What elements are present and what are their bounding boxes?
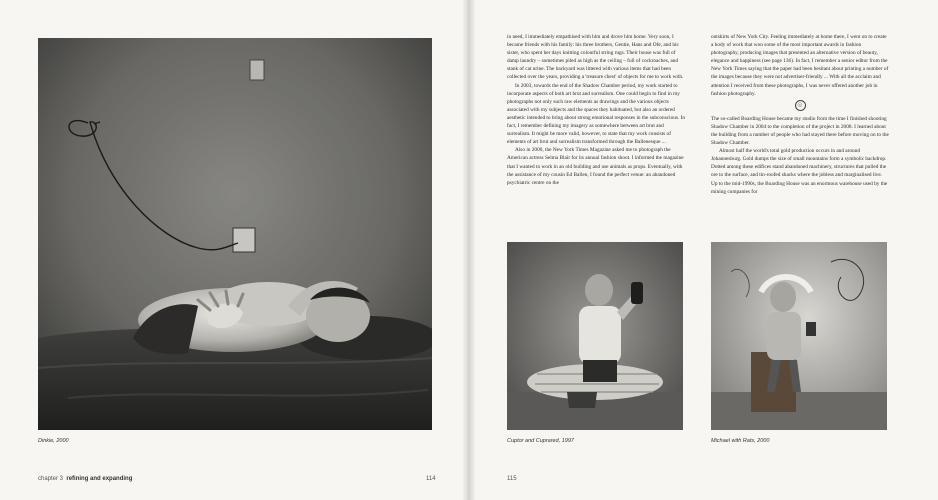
- photo-cuptor-image: [507, 242, 683, 430]
- caption-dinkie: Dinkie, 2000: [38, 438, 69, 444]
- chapter-label: chapter 3: [38, 476, 64, 482]
- paragraph: outskirts of New York City. Feeling immediately at home there, I went on to create a body of work that won some of the most important awards in fashion photography, producing images that presented an alternative version of beauty, elegance and happiness (see page 136). In fact, I remember a senior editor from the New York Times saying that the paper had been hesitant about printing a number of the images because they were not advertiser-friendly ... With all the acclaim and attention I received from these photographs, I was never offered another job in fashion photography.: [711, 34, 889, 97]
- paragraph: in need, I immediately empathised with him and drove him home. Very soon, I became friends with his family: his three brothers, Gentie, Hans and Ofe, and his sister, who spent her days knitting colourful string rugs. Their house was full of damp laundry – sometimes piled as high as the ceiling – full of cockroaches, and stank of cat urine. The backyard was littered with various items that had been collected over the years, providing a 'treasure chest' of objects for me to work with.: [507, 34, 684, 81]
- paragraph: The so-called Boarding House became my studio from the time I finished shooting Shadow Chamber in 2004 to the completion of the project in 2008. I learned about the building from a number of people who had stayed there before moving on to the Shadow Chamber.: [711, 115, 889, 147]
- photo-dinkie-image: [38, 38, 432, 430]
- chapter-footer: [38, 476, 132, 482]
- photo-michael: [711, 242, 887, 430]
- section-ornament-icon: ☉: [795, 100, 806, 111]
- caption-cuptor: Cuptor and Cuprared, 1997: [507, 438, 574, 444]
- photo-michael-image: [711, 242, 887, 430]
- caption-michael: Michael with Rats, 2000: [711, 438, 770, 444]
- text-column-2: [711, 33, 889, 196]
- book-gutter: [463, 0, 475, 500]
- photo-cuptor: [507, 242, 683, 430]
- page-number-right: 115: [507, 476, 517, 482]
- paragraph: In 2003, towards the end of the Shadow Chamber period, my work started to incorporate aspects of both art brut and surrealism. One could begin to find in my photographs not only such raw elements as drawings and the various objects associated with my subjects and the spaces they habituated, but also an ordered aesthetic intended to bring about strong emotional responses in the subconscious. In fact, I remember defining my imagery as somewhere between art brut and surrealism. It might be more valid, however, to state that my work consists of elements of art brut and surrealism transformed through the Ballenesque ...: [507, 82, 685, 146]
- photo-dinkie: [38, 38, 432, 430]
- paragraph: Also in 2000, the New York Times Magazine asked me to photograph the American actress Selma Blair for its annual fashion shoot. I informed the magazine that I wanted to work in an old building and use animals as props. Eventually, with the assistance of my cousin Ed Ballen, I found the perfect venue: an abandoned psychiatric centre on the: [507, 147, 684, 186]
- chapter-title: refining and expanding: [66, 476, 133, 482]
- paragraph: Almost half the world's total gold production occurs in and around Johannesburg. Gold dumps the size of small mountains form a symbolic backdrop. Dotted among these edifices stand abandoned machinery, structures that pulled the ore to the surface, and tin-roofed shacks where the jobless and marginalised live. Up to the mid-1990s, the Boarding House was an enormous warehouse used by the mining companies for: [711, 148, 888, 195]
- text-column-1: [507, 33, 685, 187]
- page-number-left: 114: [426, 476, 436, 482]
